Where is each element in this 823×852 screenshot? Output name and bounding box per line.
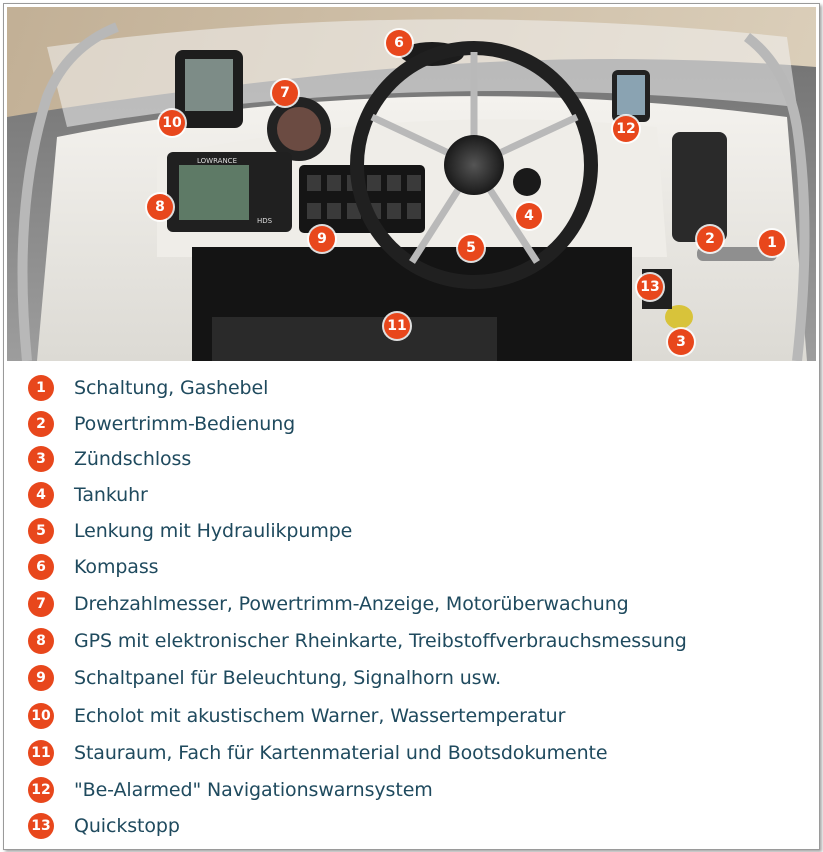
- marker-8: 8: [147, 194, 173, 220]
- legend-item: [28, 591, 629, 617]
- legend-item: [28, 482, 148, 508]
- marker-2: 2: [697, 226, 723, 252]
- marker-1: 1: [759, 230, 785, 256]
- marker-3: 3: [668, 329, 694, 355]
- marker-13: 13: [637, 274, 663, 300]
- legend-item: [28, 813, 180, 839]
- marker-7: 7: [272, 80, 298, 106]
- lowrance-label: LOWRANCE: [197, 157, 237, 165]
- marker-5: 5: [458, 235, 484, 261]
- marker-6: 6: [386, 30, 412, 56]
- legend-number: 1: [28, 375, 54, 401]
- legend-number: 12: [28, 777, 54, 803]
- dashboard-illustration: [7, 7, 816, 361]
- marker-4: 4: [516, 203, 542, 229]
- legend-item: [28, 777, 433, 803]
- legend-label: Stauraum, Fach für Kartenmaterial und Bootsdokumente: [74, 742, 608, 764]
- legend-label: Schaltung, Gashebel: [74, 377, 269, 399]
- legend-label: Powertrimm-Bedienung: [74, 413, 296, 435]
- marker-9: 9: [309, 226, 335, 252]
- legend-number: 5: [28, 518, 54, 544]
- legend-number: 9: [28, 665, 54, 691]
- legend-label: Drehzahlmesser, Powertrimm-Anzeige, Motorüberwachung: [74, 593, 629, 615]
- legend-label: Kompass: [74, 556, 159, 578]
- legend-number: 13: [28, 813, 54, 839]
- marker-11: 11: [384, 313, 410, 339]
- marker-12: 12: [613, 116, 639, 142]
- legend-label: Schaltpanel für Beleuchtung, Signalhorn usw.: [74, 667, 502, 689]
- marker-10: 10: [159, 110, 185, 136]
- legend-label: Echolot mit akustischem Warner, Wassertemperatur: [74, 705, 566, 727]
- legend-number: 7: [28, 591, 54, 617]
- legend-item: [28, 665, 501, 691]
- legend-number: 10: [28, 703, 54, 729]
- legend-item: [28, 628, 687, 654]
- legend-item: [28, 703, 565, 729]
- legend-label: "Be-Alarmed" Navigationswarnsystem: [74, 779, 433, 801]
- legend-item: [28, 375, 268, 401]
- legend-item: [28, 740, 607, 766]
- legend-label: GPS mit elektronischer Rheinkarte, Treibstoffverbrauchsmessung: [74, 630, 687, 652]
- legend-label: Zündschloss: [74, 448, 192, 470]
- legend-label: Tankuhr: [74, 484, 148, 506]
- legend-number: 8: [28, 628, 54, 654]
- legend-label: Lenkung mit Hydraulikpumpe: [74, 520, 353, 542]
- legend-number: 11: [28, 740, 54, 766]
- hds-label: HDS: [257, 217, 273, 225]
- boat-dashboard-photo: [7, 7, 816, 361]
- legend-number: 6: [28, 554, 54, 580]
- legend-item: [28, 446, 191, 472]
- legend-item: [28, 554, 158, 580]
- legend-number: 4: [28, 482, 54, 508]
- legend-number: 2: [28, 411, 54, 437]
- legend-item: [28, 518, 352, 544]
- legend-item: [28, 411, 295, 437]
- legend-label: Quickstopp: [74, 815, 180, 837]
- legend-number: 3: [28, 446, 54, 472]
